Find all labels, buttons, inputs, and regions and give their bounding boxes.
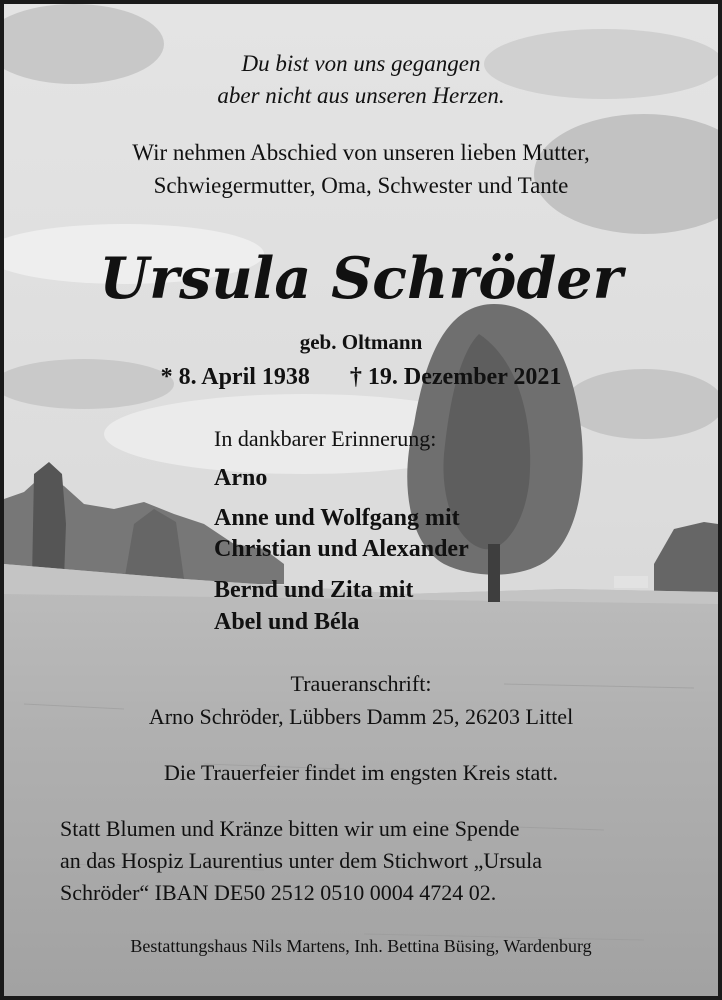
intro-line-1: Wir nehmen Abschied von unseren lieben Mutter, (132, 140, 590, 165)
donation-line-3: Schröder“ IBAN DE50 2512 0510 0004 4724 02. (60, 880, 497, 905)
mourner-group-2-line-2: Christian und Alexander (214, 536, 469, 562)
death-date: † 19. Dezember 2021 (349, 364, 562, 390)
donation-line-1: Statt Blumen und Kränze bitten wir um eine Spende (60, 816, 520, 841)
address-value: Arno Schröder, Lübbers Damm 25, 26203 Littel (148, 704, 574, 729)
donation-line-2: an das Hospiz Laurentius unter dem Stichwort „Ursula (60, 848, 543, 873)
deceased-name: Ursula Schröder (99, 245, 623, 312)
mourners-label: In dankbarer Erinnerung: (214, 426, 437, 451)
motto-line-2: aber nicht aus unseren Herzen. (217, 83, 505, 108)
motto-line-1: Du bist von uns gegangen (241, 51, 481, 76)
mourner-group-1: Arno (214, 465, 268, 491)
birth-name: geb. Oltmann (299, 330, 423, 354)
mourner-group-3-line-2: Abel und Béla (214, 609, 360, 635)
birth-date: * 8. April 1938 (160, 364, 310, 390)
ceremony-note: Die Trauerfeier findet im engsten Kreis statt. (163, 760, 559, 785)
mourner-group-2-line-1: Anne und Wolfgang mit (214, 505, 460, 531)
address-label: Traueranschrift: (290, 671, 432, 696)
mourner-group-3-line-1: Bernd und Zita mit (214, 577, 414, 603)
intro-line-2: Schwiegermutter, Oma, Schwester und Tante (153, 173, 569, 198)
life-dates (4, 364, 718, 391)
funeral-home: Bestattungshaus Nils Martens, Inh. Bettina Büsing, Wardenburg (130, 936, 592, 956)
